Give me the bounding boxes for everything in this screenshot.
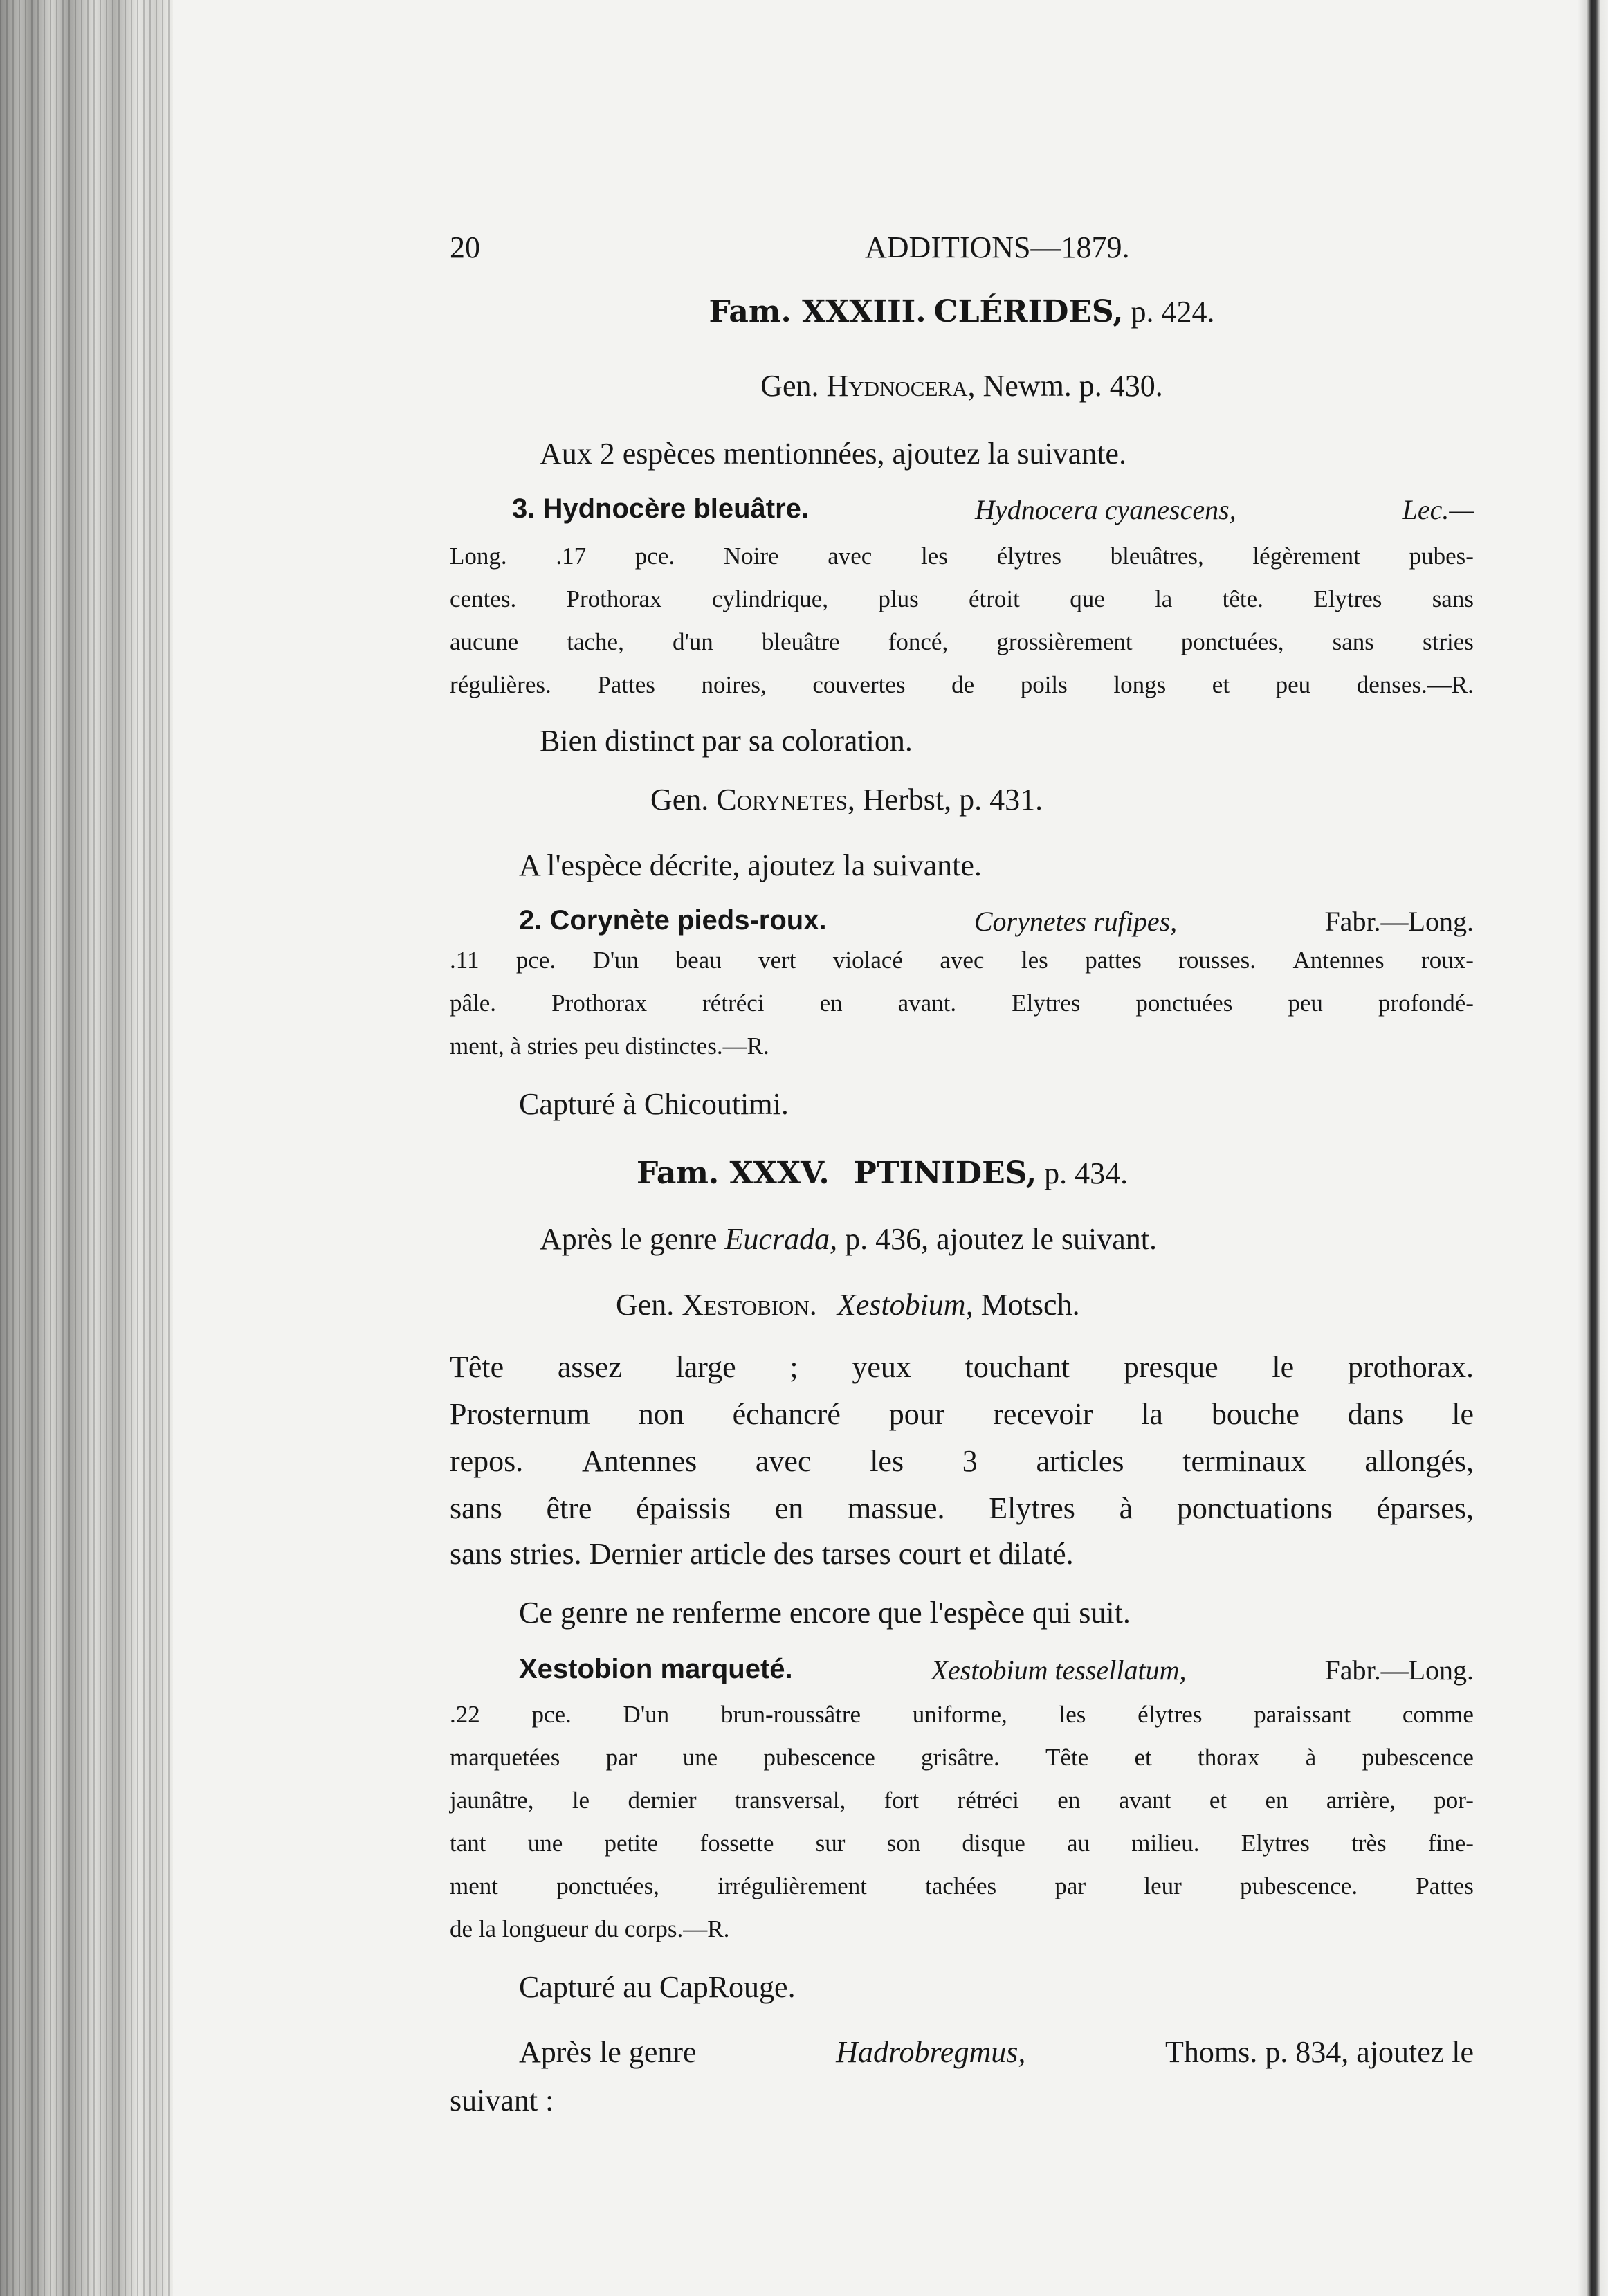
page-right-edge xyxy=(1578,0,1608,2296)
species-author: Fabr.—Long. xyxy=(1324,906,1474,937)
word: épaissis xyxy=(636,1491,731,1525)
word: ponctuations xyxy=(1176,1491,1333,1525)
genus-author: Herbst, p. 431. xyxy=(862,783,1043,817)
word: centes. xyxy=(450,585,517,612)
word: touchant xyxy=(965,1350,1070,1384)
word: Noire xyxy=(723,543,779,570)
word: jaunâtre, xyxy=(450,1787,534,1814)
paragraph-genre: Ce genre ne renferme encore que l'espèce qui suit. xyxy=(519,1596,1131,1630)
description-line xyxy=(450,947,1474,974)
word: 3 xyxy=(962,1444,978,1478)
word: ponctuées, xyxy=(556,1873,659,1899)
description-line xyxy=(450,1873,1474,1900)
species-heading-corynete xyxy=(519,905,1474,938)
text: p. 436, ajoutez le suivant. xyxy=(845,1222,1157,1256)
word: terminaux xyxy=(1182,1444,1306,1478)
description-line xyxy=(450,543,1474,570)
word: régulières. xyxy=(450,671,551,698)
word: non xyxy=(638,1397,684,1431)
word: irrégulièrement xyxy=(718,1873,867,1899)
description-line: sans stries. Dernier article des tarses court et dilaté. xyxy=(450,1537,1074,1571)
word: en xyxy=(819,990,843,1017)
running-title: ADDITIONS—1879. xyxy=(865,230,1130,264)
word: sans xyxy=(1332,628,1374,655)
word: Pattes xyxy=(597,671,655,698)
genus-heading-xestobion xyxy=(616,1287,1474,1322)
description-line xyxy=(450,585,1474,613)
species-author: Lec.— xyxy=(1402,494,1474,525)
word: peu xyxy=(1275,671,1311,698)
word: .11 xyxy=(450,947,479,974)
word: Prosternum xyxy=(450,1397,590,1431)
word: avant. xyxy=(897,990,957,1017)
word: thorax xyxy=(1198,1744,1260,1771)
word: .17 xyxy=(556,543,587,570)
word: les xyxy=(870,1444,904,1478)
word: stries xyxy=(1423,628,1474,655)
family-page: p. 434. xyxy=(1044,1156,1129,1190)
word: peu xyxy=(1288,990,1323,1017)
word: massue. xyxy=(848,1491,945,1525)
word: Elytres xyxy=(989,1491,1075,1525)
word: élytres xyxy=(996,543,1061,570)
word: grossièrement xyxy=(996,628,1133,655)
word: grisâtre. xyxy=(921,1744,1000,1771)
word: bleuâtre xyxy=(761,628,840,655)
word: en xyxy=(774,1491,804,1525)
species-heading-xestobion xyxy=(519,1654,1474,1686)
genus-name: Corynetes, xyxy=(716,783,855,817)
word: pâle. xyxy=(450,990,497,1017)
word: tachées xyxy=(925,1873,997,1899)
family-heading-cleride xyxy=(450,294,1474,329)
family-number: Fam. XXXIII. xyxy=(709,294,926,329)
word: beau xyxy=(675,947,722,974)
word: fort xyxy=(884,1787,920,1814)
paragraph-apres-hadrobregmus xyxy=(519,2034,1474,2070)
word: recevoir xyxy=(993,1397,1093,1431)
word: sans xyxy=(1432,585,1474,612)
description-line xyxy=(450,1443,1474,1479)
word: avec xyxy=(755,1444,812,1478)
word: pubescence xyxy=(1362,1744,1474,1771)
word: le xyxy=(1452,1397,1474,1431)
word: échancré xyxy=(732,1397,841,1431)
word: et xyxy=(1209,1787,1227,1814)
word: Elytres xyxy=(1313,585,1382,612)
word: et xyxy=(1212,671,1230,698)
paragraph-bien: Bien distinct par sa coloration. xyxy=(540,724,913,758)
word: ponctuées xyxy=(1135,990,1233,1017)
family-name: PTINIDES, xyxy=(853,1156,1037,1191)
word: paraissant xyxy=(1254,1701,1351,1728)
description-line xyxy=(450,1349,1474,1385)
species-latin: Xestobium tessellatum, xyxy=(931,1655,1187,1686)
word: ment xyxy=(450,1873,498,1899)
word: aucune xyxy=(450,628,519,655)
family-page: p. 424. xyxy=(1131,295,1215,329)
word: rousses. xyxy=(1178,947,1257,974)
genus-italic: Eucrada, xyxy=(724,1222,838,1256)
word: à xyxy=(1305,1744,1317,1771)
word: les xyxy=(1021,947,1048,974)
page-number: 20 xyxy=(450,230,480,264)
genus-latin: Xestobium, xyxy=(837,1288,974,1322)
word: et xyxy=(1134,1744,1152,1771)
description-line: de la longueur du corps.—R. xyxy=(450,1915,730,1942)
word: pubescence xyxy=(763,1744,875,1771)
word: la xyxy=(1141,1397,1163,1431)
species-latin: Hydnocera cyanescens, xyxy=(975,494,1236,525)
word: dans xyxy=(1347,1397,1404,1431)
paragraph-capture-chicoutimi: Capturé à Chicoutimi. xyxy=(519,1087,789,1121)
description-line xyxy=(450,628,1474,656)
family-name: CLÉRIDES, xyxy=(933,294,1124,329)
word: leur xyxy=(1144,1873,1182,1899)
description-line xyxy=(450,671,1474,699)
species-author: Fabr.—Long. xyxy=(1324,1655,1474,1686)
paragraph-apres-eucrada xyxy=(540,1221,1474,1257)
word: repos. xyxy=(450,1444,524,1478)
word: élytres xyxy=(1138,1701,1203,1728)
word: presque xyxy=(1123,1350,1218,1384)
paragraph-espece: A l'espèce décrite, ajoutez la suivante. xyxy=(519,848,982,882)
word: tache, xyxy=(567,628,624,655)
word: large xyxy=(675,1350,736,1384)
word: à xyxy=(1119,1491,1133,1525)
word: sur xyxy=(815,1830,846,1857)
description-line xyxy=(450,1491,1474,1526)
word: .22 xyxy=(450,1701,480,1728)
word: le xyxy=(572,1787,590,1814)
genus-prefix: Gen. xyxy=(650,783,709,817)
word: Pattes xyxy=(1416,1873,1474,1899)
word: les xyxy=(1059,1701,1086,1728)
word: tête. xyxy=(1222,585,1263,612)
genus-heading-hydnocera xyxy=(450,368,1474,403)
word: arrière, xyxy=(1326,1787,1396,1814)
description-line xyxy=(450,1744,1474,1771)
paragraph-capture-caprouge: Capturé au CapRouge. xyxy=(519,1970,796,2004)
word: disque xyxy=(962,1830,1025,1857)
word: allongés, xyxy=(1364,1444,1474,1478)
word: dernier xyxy=(628,1787,697,1814)
genus-italic: Hadrobregmus, xyxy=(836,2035,1026,2069)
word: d'un xyxy=(672,628,713,655)
word: pattes xyxy=(1085,947,1142,974)
paragraph-line: suivant : xyxy=(450,2084,554,2117)
word: milieu. xyxy=(1131,1830,1200,1857)
species-title: 2. Corynète pieds-roux. xyxy=(519,905,827,936)
word: cylindrique, xyxy=(711,585,829,612)
word: bouche xyxy=(1211,1397,1299,1431)
book-gutter-edge xyxy=(0,0,173,2296)
word: avec xyxy=(828,543,872,570)
word: tant xyxy=(450,1830,486,1857)
word: pubescence. xyxy=(1240,1873,1358,1899)
word: avec xyxy=(940,947,985,974)
word: fine- xyxy=(1427,1830,1474,1857)
word: D'un xyxy=(623,1701,670,1728)
family-heading-ptinides xyxy=(637,1156,1474,1191)
word: une xyxy=(682,1744,718,1771)
word: légèrement xyxy=(1252,543,1360,570)
word: violacé xyxy=(832,947,903,974)
word: marquetées xyxy=(450,1744,560,1771)
genus-heading-corynetes xyxy=(650,782,1474,817)
word: Antennes xyxy=(1292,947,1385,974)
word: avant xyxy=(1118,1787,1171,1814)
word: le xyxy=(1272,1350,1295,1384)
description-line xyxy=(450,990,1474,1017)
word: pubes- xyxy=(1409,543,1474,570)
word: étroit xyxy=(969,585,1020,612)
word: roux- xyxy=(1421,947,1474,974)
word: par xyxy=(605,1744,637,1771)
word: prothorax. xyxy=(1347,1350,1474,1384)
genus-name: Xestobion. xyxy=(682,1288,817,1322)
description-line xyxy=(450,1701,1474,1729)
word: Antennes xyxy=(582,1444,697,1478)
word: rétréci xyxy=(957,1787,1019,1814)
word: uniforme, xyxy=(912,1701,1007,1728)
word: au xyxy=(1067,1830,1090,1857)
book-page xyxy=(450,208,1474,2214)
description-line xyxy=(450,1396,1474,1432)
word: petite xyxy=(604,1830,659,1857)
species-heading-hydnocere xyxy=(512,493,1474,526)
genus-name: Hydnocera, xyxy=(826,369,976,403)
word: Tête xyxy=(450,1350,504,1384)
word: comme xyxy=(1402,1701,1474,1728)
species-title: Xestobion marqueté. xyxy=(519,1654,793,1684)
word: Prothorax xyxy=(566,585,662,612)
word: couvertes xyxy=(812,671,906,698)
species-title: 3. Hydnocère bleuâtre. xyxy=(512,493,810,524)
description-line xyxy=(450,1830,1474,1857)
word: Tête xyxy=(1045,1744,1089,1771)
word: yeux xyxy=(852,1350,911,1384)
word: denses.—R. xyxy=(1356,671,1474,698)
word: Long. xyxy=(450,543,507,570)
species-latin: Corynetes rufipes, xyxy=(974,906,1178,937)
description-line xyxy=(450,1787,1474,1814)
word: pce. xyxy=(515,947,556,974)
word: son xyxy=(886,1830,921,1857)
word: rétréci xyxy=(702,990,765,1017)
text: Après le genre xyxy=(519,2035,697,2069)
word: assez xyxy=(557,1350,622,1384)
paragraph-aux: Aux 2 espèces mentionnées, ajoutez la suivante. xyxy=(540,437,1126,471)
word: que xyxy=(1070,585,1105,612)
word: D'un xyxy=(592,947,639,974)
word: profondé- xyxy=(1378,990,1474,1017)
family-number: Fam. XXXV. xyxy=(637,1156,830,1191)
word: bleuâtres, xyxy=(1110,543,1204,570)
word: une xyxy=(527,1830,563,1857)
word: de xyxy=(951,671,975,698)
word: pce. xyxy=(531,1701,572,1728)
word: en xyxy=(1265,1787,1288,1814)
word: Prothorax xyxy=(551,990,648,1017)
word: Elytres xyxy=(1241,1830,1310,1857)
word: pce. xyxy=(634,543,675,570)
word: transversal, xyxy=(734,1787,846,1814)
word: foncé, xyxy=(888,628,949,655)
word: brun-roussâtre xyxy=(720,1701,861,1728)
word: plus xyxy=(878,585,919,612)
word: vert xyxy=(758,947,796,974)
text: Thoms. p. 834, ajoutez le xyxy=(1164,2035,1474,2069)
genus-prefix: Gen. xyxy=(616,1288,675,1322)
word: poils xyxy=(1020,671,1068,698)
word: articles xyxy=(1036,1444,1124,1478)
word: la xyxy=(1155,585,1173,612)
word: ; xyxy=(789,1350,798,1384)
genus-prefix: Gen. xyxy=(760,369,819,403)
word: longs xyxy=(1113,671,1167,698)
word: ponctuées, xyxy=(1180,628,1284,655)
page-header xyxy=(450,230,1474,265)
word: en xyxy=(1057,1787,1081,1814)
genus-author: Newm. p. 430. xyxy=(983,369,1163,403)
word: noires, xyxy=(701,671,767,698)
word: les xyxy=(921,543,948,570)
word: éparses, xyxy=(1376,1491,1474,1525)
word: très xyxy=(1351,1830,1387,1857)
genus-author: Motsch. xyxy=(980,1288,1080,1322)
text: Après le genre xyxy=(540,1222,718,1256)
word: Elytres xyxy=(1012,990,1081,1017)
word: être xyxy=(546,1491,592,1525)
word: par xyxy=(1054,1873,1086,1899)
word: pour xyxy=(888,1397,945,1431)
word: sans xyxy=(450,1491,502,1525)
description-line: ment, à stries peu distinctes.—R. xyxy=(450,1032,769,1059)
word: fossette xyxy=(700,1830,774,1857)
word: por- xyxy=(1434,1787,1474,1814)
